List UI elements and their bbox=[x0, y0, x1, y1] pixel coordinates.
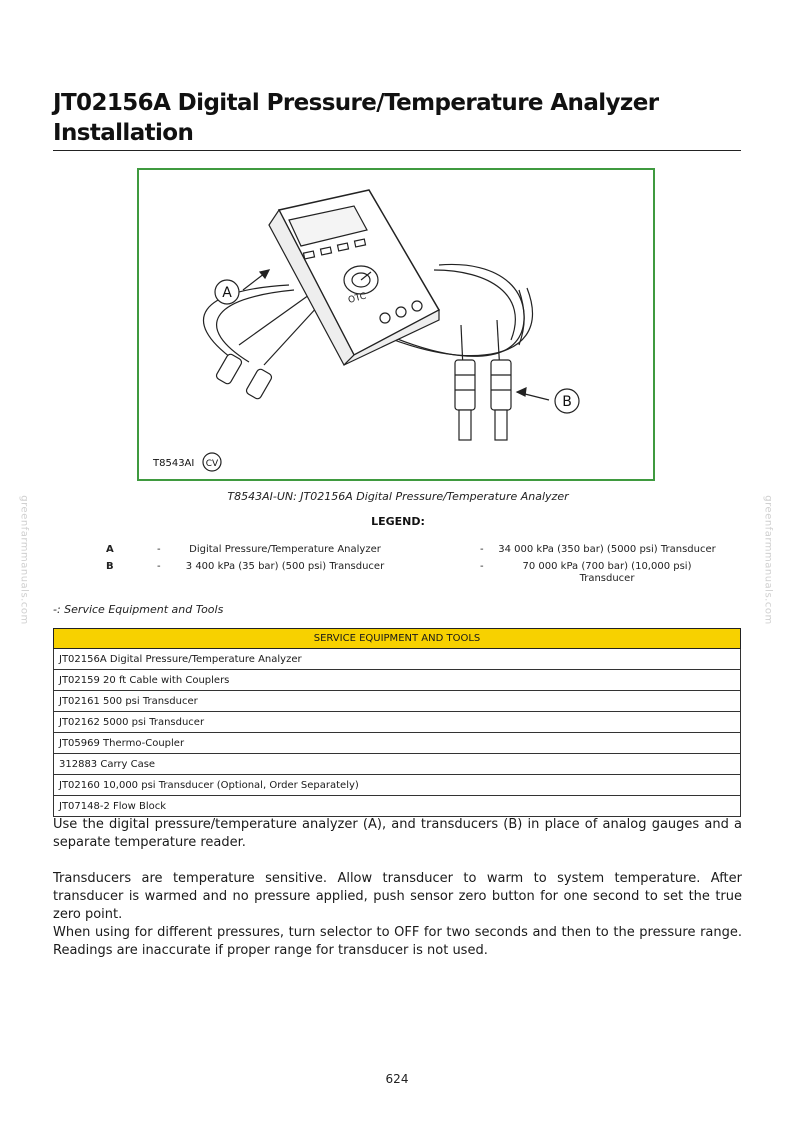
table-cell: JT02156A Digital Pressure/Temperature Analyzer bbox=[54, 649, 741, 670]
legend-title: LEGEND: bbox=[371, 515, 425, 528]
table-row bbox=[54, 733, 741, 754]
legend-dash: - bbox=[480, 561, 484, 572]
watermark-right: greenfarmmanuals.com bbox=[762, 495, 774, 625]
table-row bbox=[54, 691, 741, 712]
legend-desc-5000psi: 34 000 kPa (350 bar) (5000 psi) Transducer bbox=[498, 544, 716, 555]
tools-note: -: Service Equipment and Tools bbox=[53, 603, 224, 616]
watermark-left: greenfarmmanuals.com bbox=[18, 495, 30, 625]
page-number: 624 bbox=[385, 1072, 409, 1086]
legend-desc-b: 3 400 kPa (35 bar) (500 psi) Transducer bbox=[185, 561, 385, 572]
cv-mark: CV bbox=[205, 459, 219, 469]
paragraph-range: When using for different pressures, turn selector to OFF for two seconds and then to the pressure range. Readings are inaccurate if proper range for transducer is not used. bbox=[53, 925, 742, 958]
callout-a-label: A bbox=[222, 285, 232, 301]
page-title-line-2: Installation bbox=[53, 120, 194, 146]
table-cell: JT02161 500 psi Transducer bbox=[54, 691, 741, 712]
image-code: T8543AI bbox=[153, 458, 195, 469]
analyzer-illustration bbox=[139, 170, 653, 479]
legend-key-b: B bbox=[106, 561, 114, 572]
table-cell: JT05969 Thermo-Coupler bbox=[54, 733, 741, 754]
legend-dash: - bbox=[157, 561, 161, 572]
title-divider bbox=[53, 150, 741, 151]
table-cell: JT02160 10,000 psi Transducer (Optional, Order Separately) bbox=[54, 775, 741, 796]
paragraph-temperature: Transducers are temperature sensitive. Allow transducer to warm to system temperature. After transducer is warmed and no pressure applied, push sensor zero button for one second to set the true zero point. bbox=[53, 871, 742, 922]
table-cell: JT02162 5000 psi Transducer bbox=[54, 712, 741, 733]
table-cell: JT07148-2 Flow Block bbox=[54, 796, 741, 817]
svg-text:OTC: OTC bbox=[347, 291, 368, 306]
table-row bbox=[54, 712, 741, 733]
legend-dash: - bbox=[480, 544, 484, 555]
table-row bbox=[54, 754, 741, 775]
legend-desc-10000psi: 70 000 kPa (700 bar) (10,000 psi) Transducer bbox=[522, 561, 692, 584]
table-row bbox=[54, 796, 741, 817]
table-row bbox=[54, 649, 741, 670]
paragraph-usage: Use the digital pressure/temperature analyzer (A), and transducers (B) in place of analog gauges and a separate temperature reader. bbox=[53, 817, 742, 850]
table-row bbox=[54, 775, 741, 796]
table-row bbox=[54, 670, 741, 691]
page-title-line-1: JT02156A Digital Pressure/Temperature Analyzer bbox=[53, 90, 659, 116]
table-header: SERVICE EQUIPMENT AND TOOLS bbox=[54, 629, 741, 649]
figure-caption: T8543AI-UN: JT02156A Digital Pressure/Temperature Analyzer bbox=[227, 490, 569, 503]
analyzer-figure bbox=[137, 168, 655, 481]
service-tools-table bbox=[53, 628, 741, 817]
table-cell: 312883 Carry Case bbox=[54, 754, 741, 775]
page-title bbox=[53, 88, 743, 148]
callout-b-label: B bbox=[562, 394, 572, 410]
legend-key-a: A bbox=[106, 544, 114, 555]
table-cell: JT02159 20 ft Cable with Couplers bbox=[54, 670, 741, 691]
legend-dash: - bbox=[157, 544, 161, 555]
legend-desc-a: Digital Pressure/Temperature Analyzer bbox=[189, 544, 381, 555]
